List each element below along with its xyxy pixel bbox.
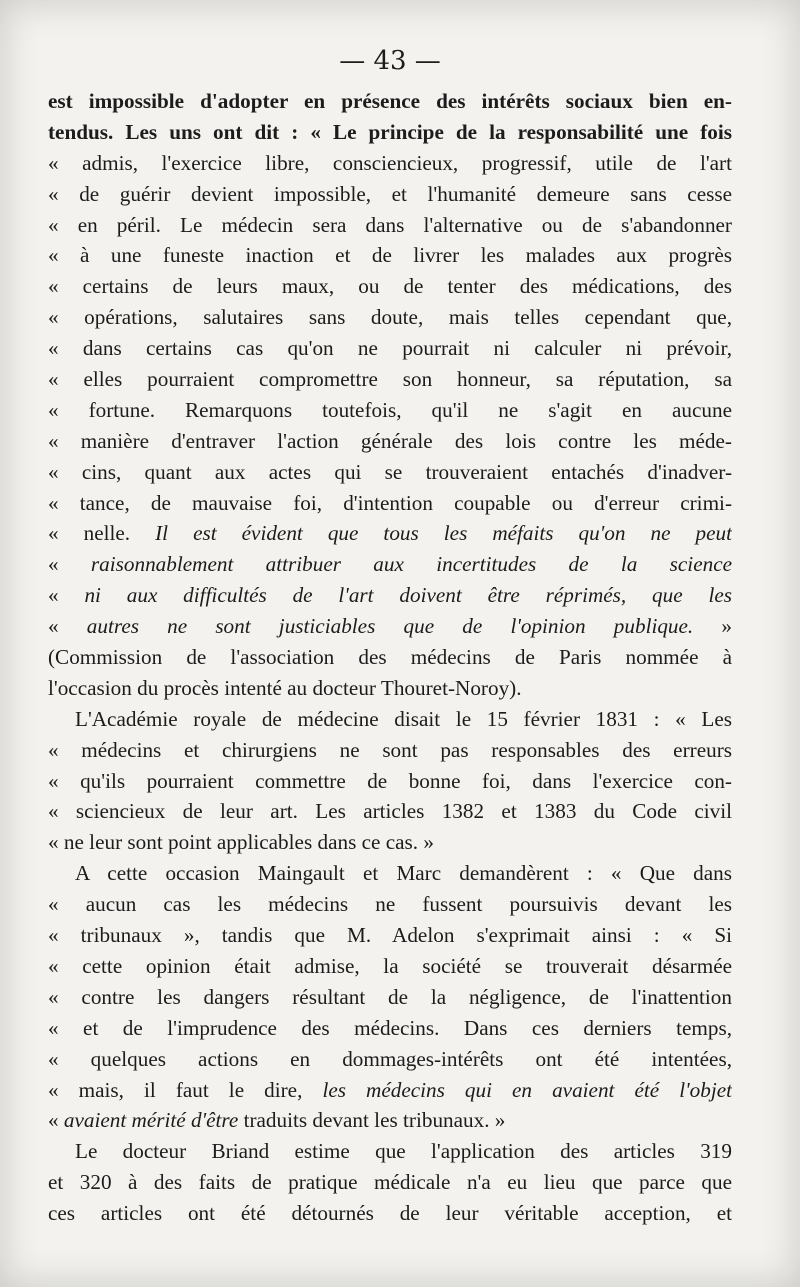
page-number: — 43 — [339,46,441,76]
text-run: « dans certains cas qu'on ne pourrait ni calculer ni prévoir, [48,336,732,361]
text-line [48,1075,732,1106]
text-run: « cins, quant aux actes qui se trouveraient entachés d'inadver- [48,459,732,484]
text-line [48,179,732,210]
text-run: « médecins et chirurgiens ne sont pas responsables des erreurs [48,737,732,762]
text-line [48,858,732,889]
text-run: « admis, l'exercice libre, consciencieux, progressif, utile de l'art [48,150,732,175]
text-run: Le docteur Briand estime que l'application des articles 319 [75,1139,732,1164]
italic-text-run: avaient mérité d'être [63,1108,239,1133]
text-run: « opérations, salutaires sans doute, mais telles cependant que, [48,305,732,330]
text-run: A cette occasion Maingault et Marc demandèrent : « Que dans [75,861,732,886]
text-line [48,210,732,241]
text-line [48,642,732,673]
text-run: « [48,1108,64,1133]
text-line [48,518,732,549]
text-line [48,1013,732,1044]
text-run: « ne leur sont point applicables dans ce cas. » [48,830,434,855]
italic-text-run: les médecins qui en avaient été l'objet [322,1077,732,1102]
text-line [48,611,732,642]
text-run: « fortune. Remarquons toutefois, qu'il ne s'agit en aucune [48,397,732,422]
text-line [48,302,732,333]
text-run: « manière d'entraver l'action générale des lois contre les méde- [48,428,732,453]
text-run: « [48,552,91,577]
text-run: « sciencieux de leur art. Les articles 1382 et 1383 du Code civil [48,799,732,824]
text-line [48,735,732,766]
text-line [48,1198,732,1229]
text-run: « et de l'imprudence des médecins. Dans ces derniers temps, [48,1015,732,1040]
text-line [48,673,732,704]
text-line [48,1136,732,1167]
text-run: l'occasion du procès intenté au docteur Thouret-Noroy). [48,675,522,700]
text-run: « en péril. Le médecin sera dans l'alternative ou de s'abandonner [48,212,732,237]
text-line [48,889,732,920]
text-run: « à une funeste inaction et de livrer les malades aux progrès [48,243,732,268]
text-run: L'Académie royale de médecine disait le 15 février 1831 : « Les [75,706,732,731]
text-run: » [693,614,732,639]
text-line [48,457,732,488]
text-line [48,1167,732,1198]
text-line [48,364,732,395]
text-line [48,117,732,148]
text-line [48,920,732,951]
text-line [48,271,732,302]
text-run: « nelle. [48,521,156,546]
text-line [48,488,732,519]
text-line [48,580,732,611]
italic-text-run: Il est évident que tous les méfaits qu'on ne peut [155,521,732,546]
text-line [48,240,732,271]
italic-text-run: autres ne sont justiciables que de l'opinion publique. [86,614,694,639]
text-line [48,1105,732,1136]
text-run: et 320 à des faits de pratique médicale n'a eu lieu que parce que [48,1170,732,1195]
text-run: « tance, de mauvaise foi, d'intention coupable ou d'erreur crimi- [48,490,732,515]
text-line [48,704,732,735]
text-line [48,951,732,982]
text-run: « [48,583,85,608]
text-run: traduits devant les tribunaux. » [238,1108,506,1133]
text-run: « elles pourraient compromettre son honneur, sa réputation, sa [48,367,732,392]
text-line [48,86,732,117]
text-run: « cette opinion était admise, la société se trouverait désarmée [48,953,732,978]
text-run: « tribunaux », tandis que M. Adelon s'exprimait ainsi : « Si [48,923,732,948]
italic-text-run: raisonnablement attribuer aux incertitudes de la science [90,552,732,577]
text-line [48,766,732,797]
italic-text-run: ni aux difficultés de l'art doivent être réprimés, que les [84,583,732,608]
text-run: ces articles ont été détournés de leur véritable acception, et [48,1201,732,1226]
text-run: est impossible d'adopter en présence des intérêts sociaux bien en- [48,89,732,113]
text-run: tendus. Les uns ont dit : « Le principe de la responsabilité une fois [48,119,732,144]
text-run: « aucun cas les médecins ne fussent poursuivis devant les [48,892,732,917]
text-run: « de guérir devient impossible, et l'humanité demeure sans cesse [48,181,732,206]
body-text [48,86,732,1229]
text-line [48,1044,732,1075]
text-run: « mais, il faut le dire, [48,1077,323,1102]
text-run: « quelques actions en dommages-intérêts ont été intentées, [48,1046,732,1071]
text-line [48,982,732,1013]
text-line [48,827,732,858]
text-run: (Commission de l'association des médecins de Paris nommée à [48,645,732,670]
text-line [48,796,732,827]
text-line [48,426,732,457]
text-line [48,549,732,580]
text-run: « [48,614,87,639]
text-run: « contre les dangers résultant de la négligence, de l'inattention [48,984,732,1009]
text-line [48,148,732,179]
text-line [48,395,732,426]
text-line [48,333,732,364]
text-run: « certains de leurs maux, ou de tenter des médications, des [48,274,732,299]
text-run: « qu'ils pourraient commettre de bonne foi, dans l'exercice con- [48,768,732,793]
